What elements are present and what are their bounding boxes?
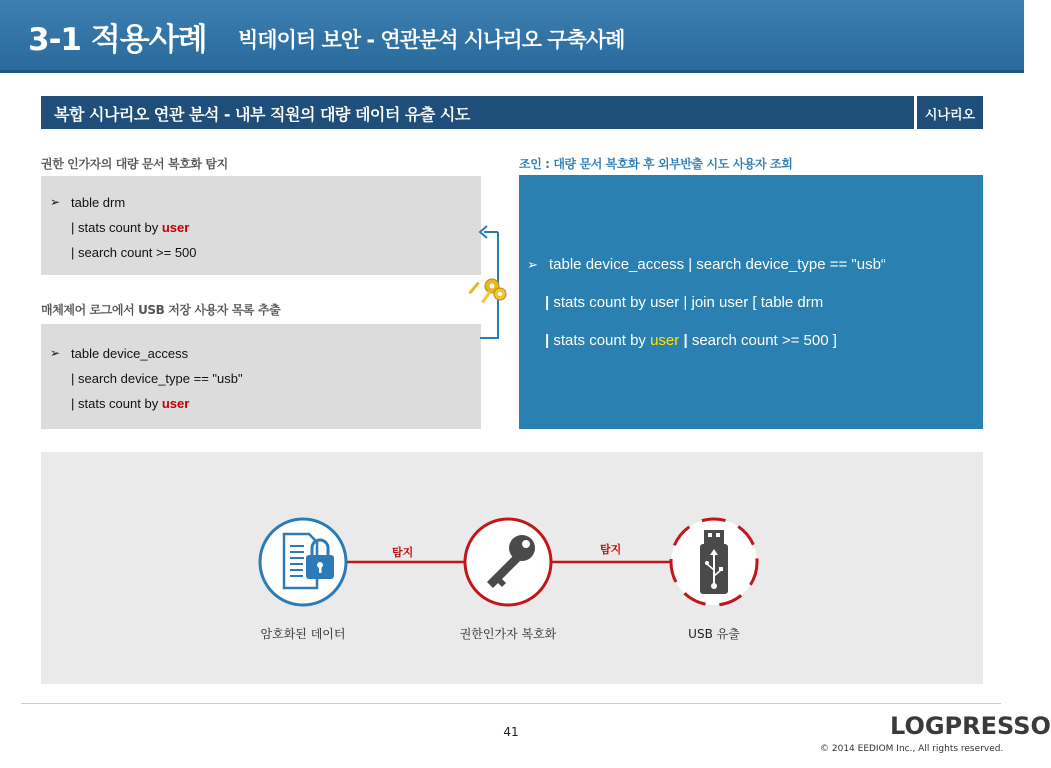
logpresso-logo: LOGPRESSO xyxy=(890,712,1051,740)
user-highlight: user xyxy=(650,332,680,349)
query-text: | stats count by xyxy=(71,396,162,411)
page-title: 3-1 적용사례 xyxy=(28,22,207,58)
scenario-tag xyxy=(917,96,983,129)
user-highlight: user xyxy=(161,220,190,235)
right-caption: 조인 : 대량 문서 복호화 후 외부반출 시도 사용자 조회 xyxy=(519,157,793,171)
query-text: stats count by xyxy=(549,332,651,349)
copyright-text: © 2014 EEDIOM Inc., All rights reserved. xyxy=(820,744,1004,754)
query-text: search count >= 500 ] xyxy=(687,332,837,349)
query-line: | search device_type == "usb" xyxy=(71,371,243,386)
flow-diagram-graphic xyxy=(41,452,983,684)
edge-label: 탐지 xyxy=(392,546,414,559)
query-line: | search count >= 500 xyxy=(71,245,197,260)
left-top-caption: 권한 인가자의 대량 문서 복호화 탐지 xyxy=(41,157,228,171)
locked-document-icon xyxy=(260,519,346,605)
bullet-arrow-icon: ➢ xyxy=(527,257,538,272)
page-number: 41 xyxy=(503,725,519,739)
usb-query-box xyxy=(41,324,481,429)
drm-query-box xyxy=(41,176,481,275)
query-line: table device_access xyxy=(71,346,189,361)
bullet-arrow-icon: ➢ xyxy=(50,346,61,360)
left-bottom-caption: 매체제어 로그에서 USB 저장 사용자 목록 추출 xyxy=(41,303,281,317)
pipe-symbol: | xyxy=(679,332,688,349)
usb-icon xyxy=(671,519,757,605)
query-line xyxy=(545,332,837,349)
section-title-bar xyxy=(41,96,914,129)
join-query-box xyxy=(519,175,983,429)
query-text: | stats count by xyxy=(71,220,162,235)
bullet-arrow-icon: ➢ xyxy=(50,195,61,209)
node-label: USB 유출 xyxy=(688,627,740,641)
user-highlight: user xyxy=(161,396,190,411)
pipe-symbol: | xyxy=(545,332,550,349)
header-underline xyxy=(0,70,1024,73)
section-title: 복합 시나리오 연관 분석 - 내부 직원의 대량 데이터 유출 시도 xyxy=(54,105,470,124)
keys-icon xyxy=(468,279,506,303)
flow-diagram xyxy=(41,452,983,684)
key-icon xyxy=(465,519,551,605)
query-text: stats count by user | join user [ table drm xyxy=(549,294,824,311)
query-line: table drm xyxy=(71,195,126,210)
query-line xyxy=(545,294,823,311)
node-label: 권한인가자 복호화 xyxy=(459,627,557,641)
scenario-tag-label: 시나리오 xyxy=(924,108,976,123)
edge-label: 탐지 xyxy=(600,543,622,556)
query-line: table device_access | search device_type == "usb“ xyxy=(549,256,886,273)
footer-divider xyxy=(21,703,1001,704)
query-line xyxy=(71,220,189,235)
pipe-symbol: | xyxy=(545,294,550,311)
node-label: 암호화된 데이터 xyxy=(260,627,346,641)
query-line xyxy=(71,396,189,411)
page-subtitle: 빅데이터 보안 - 연관분석 시나리오 구축사례 xyxy=(238,28,625,52)
